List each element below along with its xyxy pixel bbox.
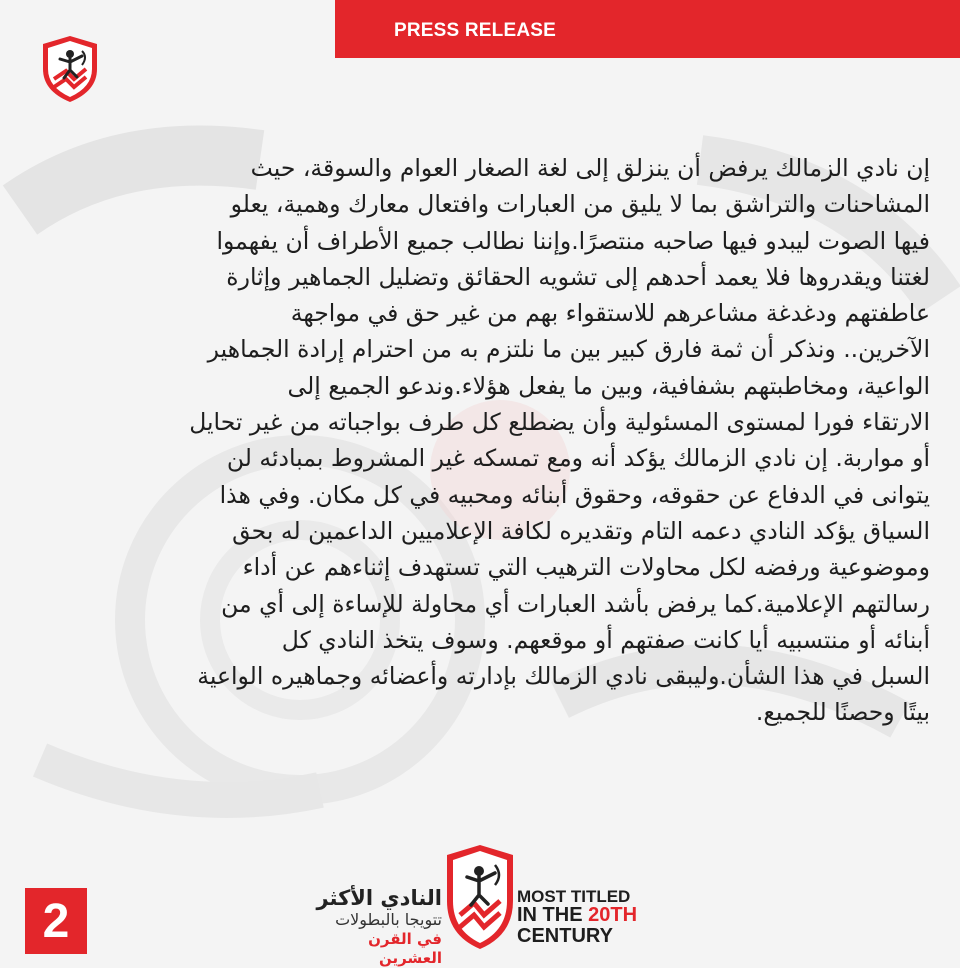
english-slogan [517, 888, 657, 947]
press-release-body [30, 150, 930, 731]
zamalek-crest-large-icon [445, 843, 515, 951]
arabic-slogan-line3: في القرن العشرين [368, 930, 442, 967]
english-slogan-line2 [517, 905, 657, 926]
body-line: السبل في هذا الشأن.وليبقى نادي الزمالك بإدارته وأعضائه وجماهيره الواعية [197, 662, 930, 691]
arabic-slogan [300, 886, 442, 968]
body-line: أبنائه أو منتسبيه أيا كانت صفتهم أو موقعهم. وسوف يتخذ النادي كل [281, 625, 930, 654]
press-release-label: PRESS RELEASE [393, 20, 557, 41]
body-line: المشاحنات والتراشق بما لا يليق من العبارات وافتعال معارك وهمية، يعلو [230, 190, 930, 219]
body-line: الآخرين.. ونذكر أن ثمة فارق كبير بين ما نلتزم به من احترام إرادة الجماهير [207, 335, 930, 364]
body-line: الارتقاء فورا لمستوى المسئولية وأن يضطلع كل طرف بواجباته من غير تحايل [189, 408, 930, 437]
body-line: لغتنا ويقدروها فلا يعمد أحدهم إلى تشويه الحقائق وتضليل الجماهير وإثارة [226, 262, 930, 291]
body-line: الواعية، ومخاطبتهم بشفافية، وبين ما يفعل هؤلاء.وندعو الجميع إلى [287, 371, 930, 400]
arabic-slogan-line2: تتويجا بالبطولات [335, 910, 442, 929]
body-line: إن نادي الزمالك يرفض أن ينزلق إلى لغة الصغار العوام والسوقة، حيث [250, 154, 930, 182]
press-release-bar [335, 0, 960, 58]
page-number: 2 [25, 888, 87, 954]
body-line: بيتًا وحصنًا للجميع. [755, 698, 930, 727]
body-line: أو مواربة. إن نادي الزمالك يؤكد أنه ومع تمسكه غير المشروط بمبادئه لن [226, 444, 930, 473]
body-line: السياق يؤكد النادي دعمه التام وتقديره لكافة الإعلاميين الداعمين له بحق [232, 516, 930, 545]
english-slogan-line3: CENTURY [517, 925, 613, 947]
english-slogan-line2-highlight: 20TH [588, 904, 638, 926]
body-line: عاطفتهم ودغدغة مشاعرهم للاستقواء بهم من غير حق في مواجهة [290, 299, 930, 328]
zamalek-crest-icon [40, 35, 100, 103]
arabic-slogan-line1: النادي الأكثر [316, 886, 442, 910]
body-line: يتوانى في الدفاع عن حقوقه، وحقوق أبنائه ومحبيه في كل مكان. وفي هذا [219, 480, 930, 509]
english-slogan-line1: MOST TITLED [517, 887, 631, 906]
body-line: رسالتهم الإعلامية.كما يرفض بأشد العبارات أي محاولة للإساءة إلى أي من [221, 589, 930, 618]
body-line: فيها الصوت ليبدو فيها صاحبه منتصرًا.وإننا نطالب جميع الأطراف أن يفهموا [216, 226, 930, 255]
body-line: وموضوعية ورفضه لكل محاولات الترهيب التي تستهدف إثناءهم عن أداء [242, 553, 930, 582]
english-slogan-line2-prefix: IN THE [517, 904, 589, 926]
